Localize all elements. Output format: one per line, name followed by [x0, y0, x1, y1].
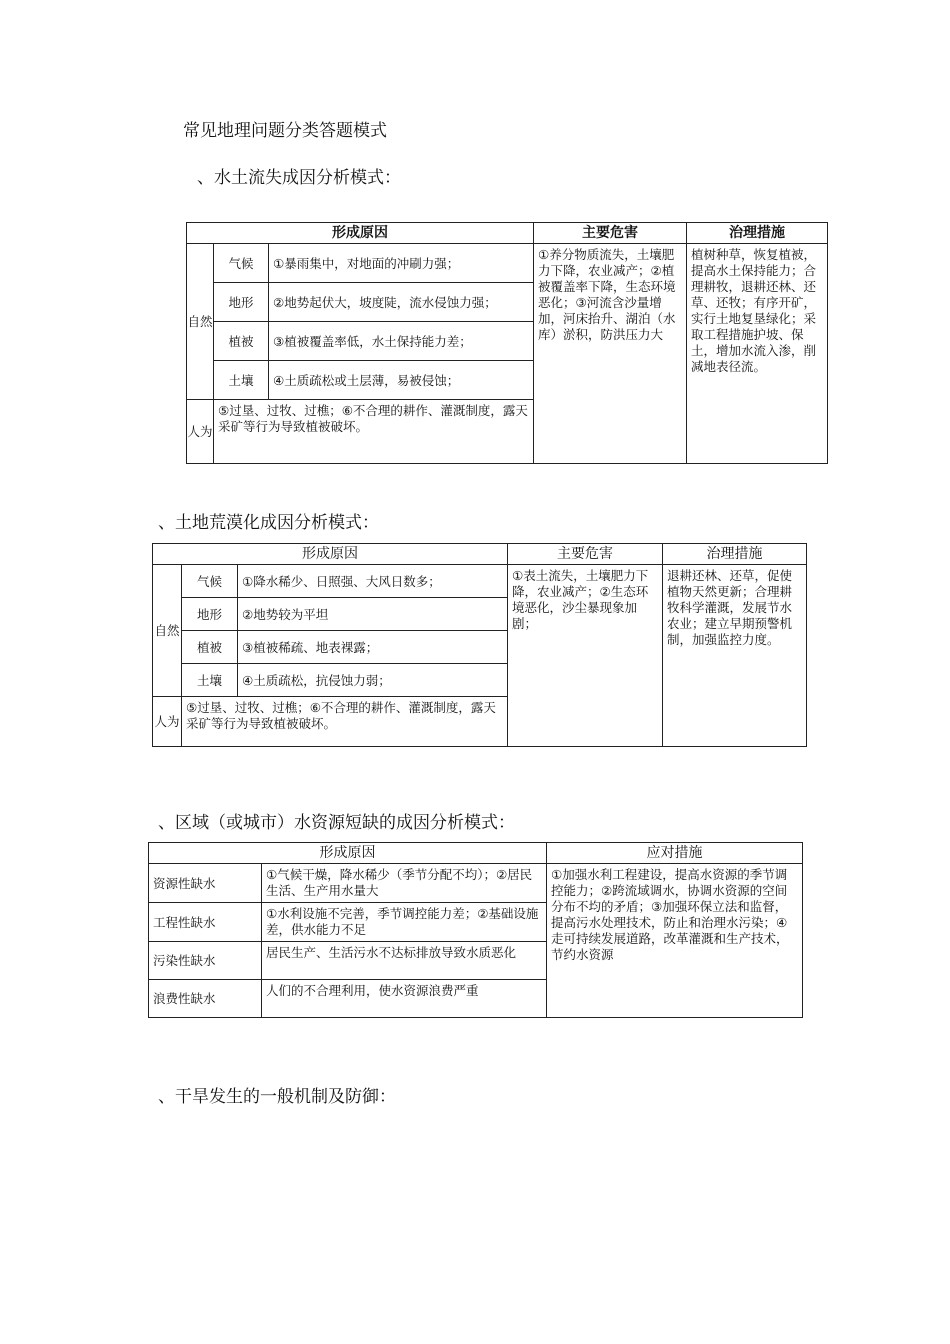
measures-text: 退耕还林、还草，促使植物天然更新；合理耕牧科学灌溉，发展节水农业；建立早期预警机制，加强监控力度。 [663, 565, 807, 747]
harm-text: ①养分物质流失，土壤肥力下降，农业减产；②植被覆盖率下降，生态环境恶化；③河流含沙量增加，河床抬升、湖泊（水库）淤积，防洪压力大 [534, 244, 687, 464]
natural-label: 自然 [153, 565, 182, 697]
shortage-cause: 居民生产、生活污水不达标排放导致水质恶化 [262, 942, 547, 980]
section-heading-drought: 、干旱发生的一般机制及防御： [158, 1087, 396, 1107]
factor-name: 地形 [182, 598, 238, 631]
shortage-type: 污染性缺水 [149, 942, 262, 980]
measures-text: 植树种草，恢复植被，提高水土保持能力；合理耕牧，退耕还林、还草、还牧；有序开矿，实行土地复垦绿化；采取工程措施护坡、保土，增加水流入渗，削减地表径流。 [687, 244, 828, 464]
factor-name: 土壤 [214, 361, 269, 400]
measures-text: ①加强水利工程建设，提高水资源的季节调控能力；②跨流域调水，协调水资源的空间分布不均的矛盾；③加强环保立法和监督，提高污水处理技术，防止和治理水污染；④走可持续发展道路，改革灌溉和生产技术，节约水资源 [547, 864, 803, 1018]
factor-text: ③植被稀疏、地表裸露； [238, 631, 508, 664]
human-text: ⑤过垦、过牧、过樵；⑥不合理的耕作、灌溉制度，露天采矿等行为导致植被破坏。 [182, 697, 508, 747]
factor-text: ③植被覆盖率低，水土保持能力差； [269, 322, 534, 361]
section-heading-soil-erosion: 、水土流失成因分析模式： [197, 168, 401, 188]
factor-text: ②地势较为平坦 [238, 598, 508, 631]
header-harm: 主要危害 [534, 223, 687, 244]
header-cause: 形成原因 [149, 843, 547, 864]
factor-name: 植被 [214, 322, 269, 361]
header-cause: 形成原因 [187, 223, 534, 244]
water-shortage-table [148, 842, 803, 1018]
factor-text: ①暴雨集中，对地面的冲刷力强； [269, 244, 534, 283]
human-label: 人为 [153, 697, 182, 747]
shortage-cause: 人们的不合理利用，使水资源浪费严重 [262, 980, 547, 1018]
harm-text: ①表土流失，土壤肥力下降，农业减产；②生态环境恶化，沙尘暴现象加剧； [508, 565, 663, 747]
header-measures: 治理措施 [687, 223, 828, 244]
header-harm: 主要危害 [508, 544, 663, 565]
shortage-type: 浪费性缺水 [149, 980, 262, 1018]
section-heading-desertification: 、土地荒漠化成因分析模式： [158, 513, 379, 533]
factor-name: 植被 [182, 631, 238, 664]
page-title: 常见地理问题分类答题模式 [183, 121, 387, 141]
factor-text: ①降水稀少、日照强、大风日数多； [238, 565, 508, 598]
section-heading-water-shortage: 、区域（或城市）水资源短缺的成因分析模式： [158, 813, 515, 833]
desertification-table [152, 543, 807, 747]
shortage-type: 资源性缺水 [149, 864, 262, 903]
factor-text: ②地势起伏大，坡度陡，流水侵蚀力强； [269, 283, 534, 322]
factor-name: 气候 [182, 565, 238, 598]
shortage-type: 工程性缺水 [149, 903, 262, 942]
header-measures: 应对措施 [547, 843, 803, 864]
natural-label: 自然 [187, 244, 214, 400]
soil-erosion-table [186, 222, 828, 464]
human-text: ⑤过垦、过牧、过樵；⑥不合理的耕作、灌溉制度，露天采矿等行为导致植被破坏。 [214, 400, 534, 464]
human-label: 人为 [187, 400, 214, 464]
factor-text: ④土质疏松或土层薄，易被侵蚀； [269, 361, 534, 400]
factor-name: 土壤 [182, 664, 238, 697]
header-measures: 治理措施 [663, 544, 807, 565]
header-cause: 形成原因 [153, 544, 508, 565]
factor-name: 地形 [214, 283, 269, 322]
shortage-cause: ①气候干燥，降水稀少（季节分配不均）；②居民生活、生产用水量大 [262, 864, 547, 903]
shortage-cause: ①水利设施不完善，季节调控能力差；②基础设施差，供水能力不足 [262, 903, 547, 942]
factor-name: 气候 [214, 244, 269, 283]
factor-text: ④土质疏松，抗侵蚀力弱； [238, 664, 508, 697]
